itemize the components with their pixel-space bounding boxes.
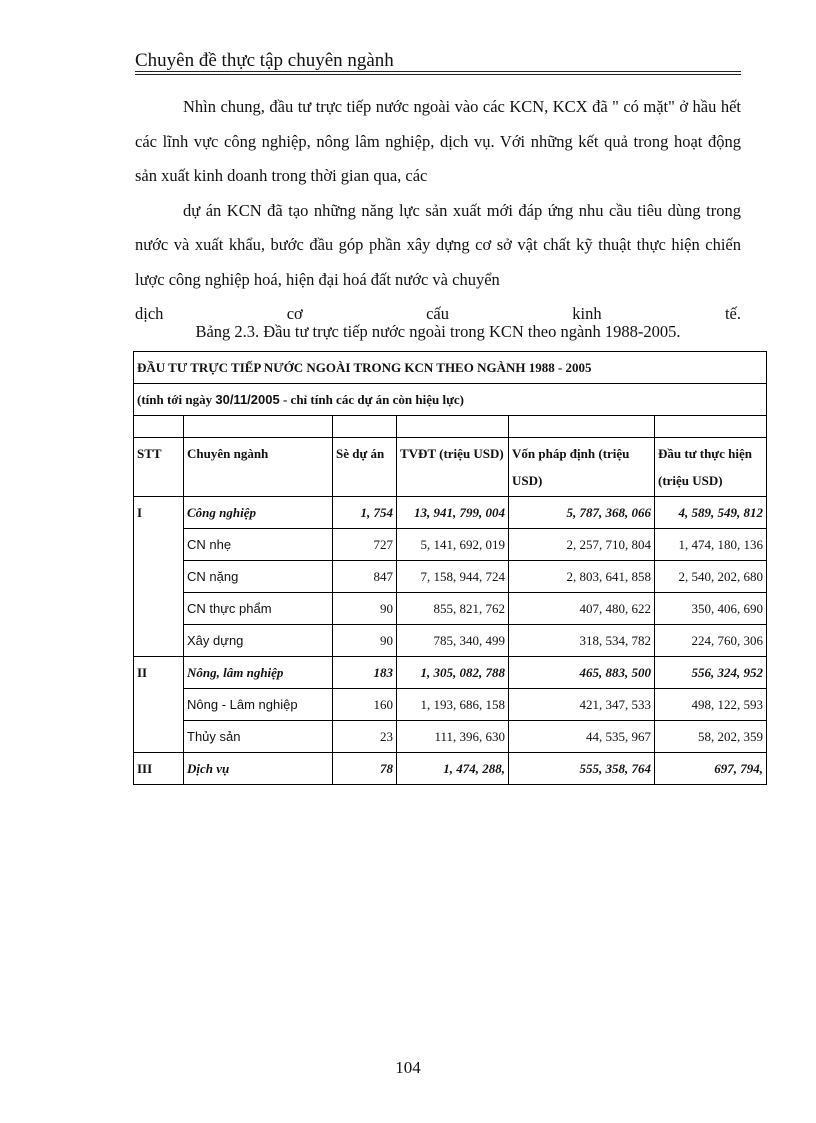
row-sector: Xây dựng xyxy=(184,625,333,657)
row-sector: CN nhẹ xyxy=(184,529,333,561)
row-sector: Nông - Lâm nghiệp xyxy=(184,689,333,721)
row-stt xyxy=(134,529,184,561)
row-tvdt: 855, 821, 762 xyxy=(397,593,509,625)
row-sector: Dịch vụ xyxy=(184,753,333,785)
empty-cell xyxy=(184,416,333,438)
row-sector: Công nghiệp xyxy=(184,497,333,529)
page-header xyxy=(135,48,741,76)
paragraph-1: Nhìn chung, đầu tư trực tiếp nước ngoài vào các KCN, KCX đã " có mặt" ở hầu hết các lĩnh vực công nghiệp, nông lâm nghiệp, dịch vụ. Với những kết quả trong hoạt động sản xuất kinh doanh trong thời gian qua, các xyxy=(135,97,741,185)
row-capital: 421, 347, 533 xyxy=(509,689,655,721)
header-realized: Đầu tư thực hiện (triệu USD) xyxy=(655,438,767,497)
row-capital: 555, 358, 764 xyxy=(509,753,655,785)
header-rule-double xyxy=(135,74,741,75)
row-sector: Thủy sản xyxy=(184,721,333,753)
row-tvdt: 5, 141, 692, 019 xyxy=(397,529,509,561)
row-projects: 183 xyxy=(333,657,397,689)
header-stt: STT xyxy=(134,438,184,497)
row-realized: 224, 760, 306 xyxy=(655,625,767,657)
row-projects: 90 xyxy=(333,593,397,625)
table-note xyxy=(134,384,767,416)
row-capital: 44, 535, 967 xyxy=(509,721,655,753)
table-title: ĐẦU TƯ TRỰC TIẾP NƯỚC NGOÀI TRONG KCN THEO NGÀNH 1988 - 2005 xyxy=(134,352,767,384)
empty-cell xyxy=(655,416,767,438)
header-rule xyxy=(135,71,741,72)
row-projects: 78 xyxy=(333,753,397,785)
header-title: Chuyên đề thực tập chuyên ngành xyxy=(135,50,394,71)
row-projects: 847 xyxy=(333,561,397,593)
row-sector: CN thực phẩm xyxy=(184,593,333,625)
row-sector: Nông, lâm nghiệp xyxy=(184,657,333,689)
fdi-table xyxy=(133,351,767,785)
row-stt: III xyxy=(134,753,184,785)
paragraph-3: dịch cơ cấu kinh tế. xyxy=(135,304,741,323)
row-capital: 2, 257, 710, 804 xyxy=(509,529,655,561)
row-tvdt: 1, 474, 288, xyxy=(397,753,509,785)
row-capital: 407, 480, 622 xyxy=(509,593,655,625)
row-tvdt: 111, 396, 630 xyxy=(397,721,509,753)
row-tvdt: 13, 941, 799, 004 xyxy=(397,497,509,529)
row-stt xyxy=(134,561,184,593)
empty-cell xyxy=(333,416,397,438)
header-tvdt: TVĐT (triệu USD) xyxy=(397,438,509,497)
row-realized: 350, 406, 690 xyxy=(655,593,767,625)
row-realized: 58, 202, 359 xyxy=(655,721,767,753)
row-projects: 160 xyxy=(333,689,397,721)
row-projects: 90 xyxy=(333,625,397,657)
row-projects: 23 xyxy=(333,721,397,753)
paragraph-2: dự án KCN đã tạo những năng lực sản xuất mới đáp ứng nhu cầu tiêu dùng trong nước và xuất khẩu, bước đầu góp phần xây dựng cơ sở vật chất kỹ thuật thực hiện chiến lược công nghiệp hoá, hiện đại hoá đất nước và chuyển xyxy=(135,200,741,289)
empty-cell xyxy=(134,416,184,438)
header-projects: Sè dự án xyxy=(333,438,397,497)
row-realized: 2, 540, 202, 680 xyxy=(655,561,767,593)
row-stt: II xyxy=(134,657,184,689)
row-projects: 1, 754 xyxy=(333,497,397,529)
row-stt xyxy=(134,721,184,753)
row-realized: 1, 474, 180, 136 xyxy=(655,529,767,561)
body-text xyxy=(135,90,741,332)
row-realized: 697, 794, xyxy=(655,753,767,785)
row-realized: 4, 589, 549, 812 xyxy=(655,497,767,529)
row-stt xyxy=(134,625,184,657)
empty-cell xyxy=(397,416,509,438)
row-projects: 727 xyxy=(333,529,397,561)
row-realized: 498, 122, 593 xyxy=(655,689,767,721)
note-suffix: - chỉ tính các dự án còn hiệu lực) xyxy=(279,392,464,407)
row-stt xyxy=(134,689,184,721)
table-caption: Bảng 2.3. Đầu tư trực tiếp nước ngoài trong KCN theo ngành 1988-2005. xyxy=(195,322,681,341)
header-capital: Vốn pháp định (triệu USD) xyxy=(509,438,655,497)
row-capital: 2, 803, 641, 858 xyxy=(509,561,655,593)
note-date: 30/11/2005 xyxy=(215,392,280,407)
row-stt: I xyxy=(134,497,184,529)
row-stt xyxy=(134,593,184,625)
row-tvdt: 785, 340, 499 xyxy=(397,625,509,657)
header-sector: Chuyên ngành xyxy=(184,438,333,497)
row-realized: 556, 324, 952 xyxy=(655,657,767,689)
row-tvdt: 1, 305, 082, 788 xyxy=(397,657,509,689)
row-capital: 318, 534, 782 xyxy=(509,625,655,657)
row-capital: 465, 883, 500 xyxy=(509,657,655,689)
row-tvdt: 1, 193, 686, 158 xyxy=(397,689,509,721)
page-number: 104 xyxy=(395,1058,421,1077)
empty-cell xyxy=(509,416,655,438)
row-sector: CN nặng xyxy=(184,561,333,593)
row-tvdt: 7, 158, 944, 724 xyxy=(397,561,509,593)
row-capital: 5, 787, 368, 066 xyxy=(509,497,655,529)
note-prefix: (tính tới ngày xyxy=(137,392,216,407)
